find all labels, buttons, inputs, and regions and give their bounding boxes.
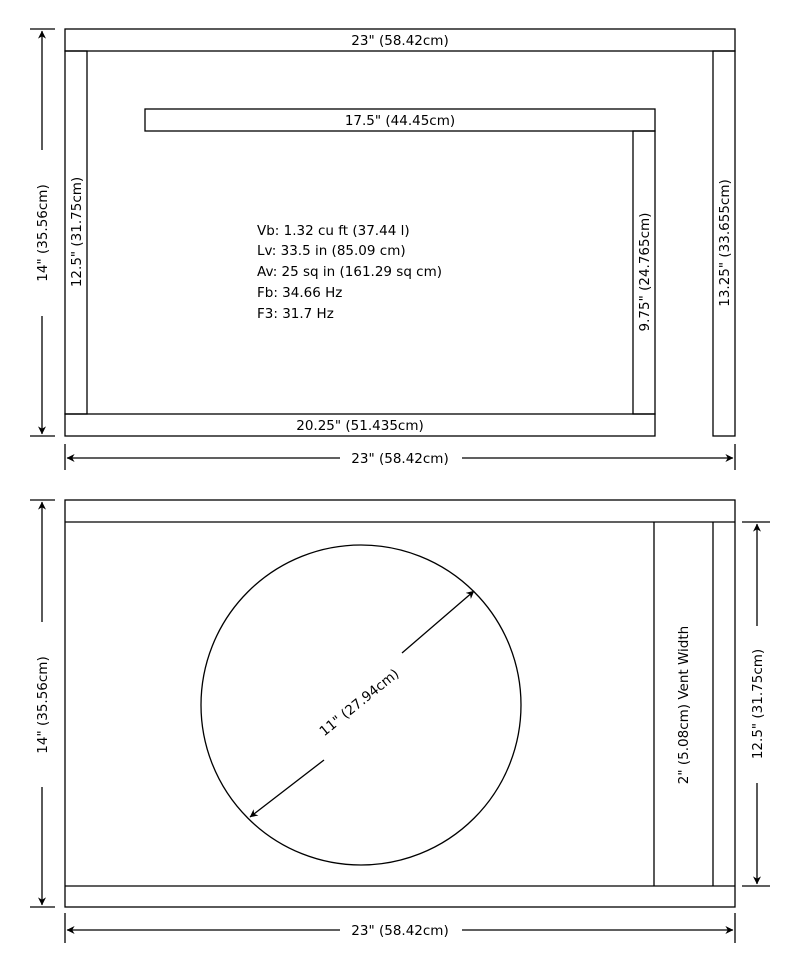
top-view: [30, 29, 735, 470]
front-view: [30, 500, 770, 943]
front-outline: [65, 500, 735, 907]
speaker-diameter-label: 11" (27.94cm): [316, 666, 403, 740]
inner-top-board-label: 17.5" (44.45cm): [344, 113, 456, 129]
top-board-label: 23" (58.42cm): [351, 33, 449, 49]
specs-block: [257, 223, 442, 322]
top-height-label: 14" (35.56cm): [35, 184, 51, 282]
front-inner-height-dimension: [742, 522, 770, 886]
spec-vb: Vb: 1.32 cu ft (37.44 l): [257, 223, 410, 239]
left-panel-label: 12.5" (31.75cm): [69, 176, 85, 288]
spec-lv: Lv: 33.5 in (85.09 cm): [257, 243, 406, 259]
spec-fb: Fb: 34.66 Hz: [257, 285, 343, 301]
inner-right-board-label: 9.75" (24.765cm): [637, 212, 653, 332]
front-height-label: 14" (35.56cm): [35, 656, 51, 754]
front-width-dimension: [65, 913, 735, 943]
front-width-label: 23" (58.42cm): [351, 923, 449, 939]
front-inner-height-label: 12.5" (31.75cm): [750, 648, 766, 760]
bottom-board-label: 20.25" (51.435cm): [296, 418, 424, 434]
top-width-dimension: [65, 444, 735, 470]
spec-av: Av: 25 sq in (161.29 sq cm): [257, 264, 443, 280]
right-panel-label: 13.25" (33.655cm): [717, 179, 733, 307]
top-height-dimension: [30, 29, 55, 436]
front-height-dimension: [30, 500, 55, 907]
top-width-label: 23" (58.42cm): [351, 451, 449, 467]
speaker-diameter-dimension: [250, 591, 474, 817]
vent-width-label: 2" (5.08cm) Vent Width: [676, 625, 692, 785]
spec-f3: F3: 31.7 Hz: [257, 306, 334, 322]
